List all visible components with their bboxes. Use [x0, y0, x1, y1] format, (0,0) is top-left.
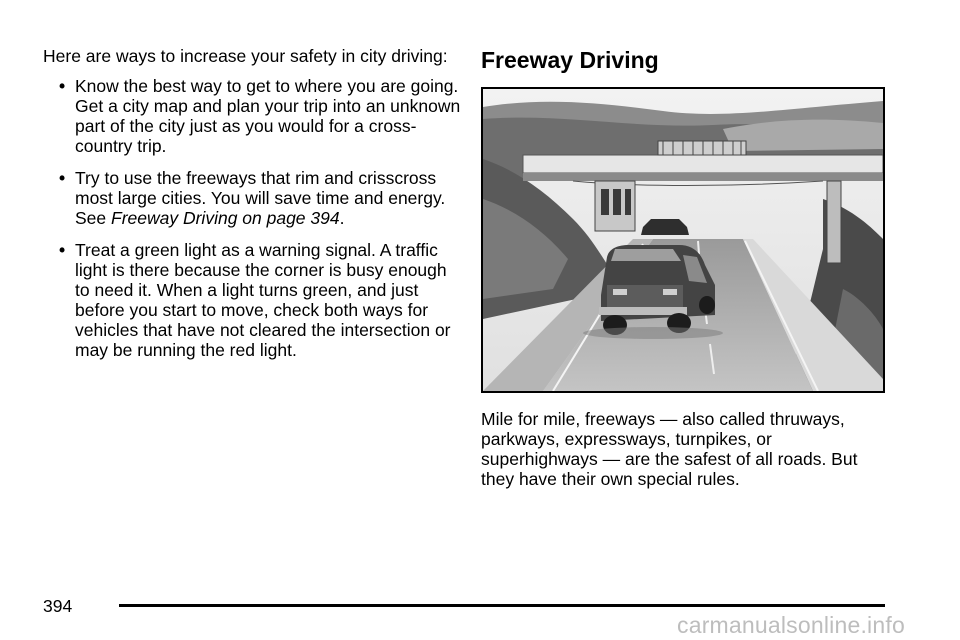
- list-item-text: Treat a green light as a warning signal. A traffic light is there because the corner is busy enough to need it. When a light turns green, and just before you start to move, check both ways for vehicles that have not cleared the intersection or may be running the red light.: [75, 240, 451, 360]
- list-item: [43, 76, 463, 156]
- list-item-text: Try to use the freeways that rim and crisscross most large cities. You will save time and energy. See: [75, 168, 446, 228]
- freeway-illustration: [481, 87, 885, 393]
- list-item-text: Know the best way to get to where you are going. Get a city map and plan your trip into an unknown part of the city just as you would for a cross-country trip.: [75, 76, 461, 156]
- footer-divider: [119, 604, 885, 607]
- list-item: [43, 240, 463, 360]
- safety-tips-list: [43, 76, 463, 360]
- watermark-text: carmanualsonline.info: [677, 612, 905, 638]
- right-column: [481, 46, 891, 489]
- section-body-text: Mile for mile, freeways — also called thruways, parkways, expressways, turnpikes, or superhighways — are the safest of all roads. But they have their own special rules.: [481, 409, 858, 489]
- cross-reference-link[interactable]: Freeway Driving on page 394: [111, 208, 340, 228]
- left-column: [43, 46, 463, 372]
- list-item-text-end: .: [339, 208, 345, 228]
- freeway-illustration-drawing: [483, 89, 883, 391]
- bullet-icon: •: [59, 76, 66, 96]
- bullet-icon: •: [59, 168, 66, 188]
- list-item: [43, 168, 463, 228]
- section-heading: Freeway Driving: [481, 47, 659, 73]
- bullet-icon: •: [59, 240, 66, 260]
- intro-paragraph: Here are ways to increase your safety in city driving:: [43, 46, 448, 66]
- page-number: 394: [43, 596, 73, 616]
